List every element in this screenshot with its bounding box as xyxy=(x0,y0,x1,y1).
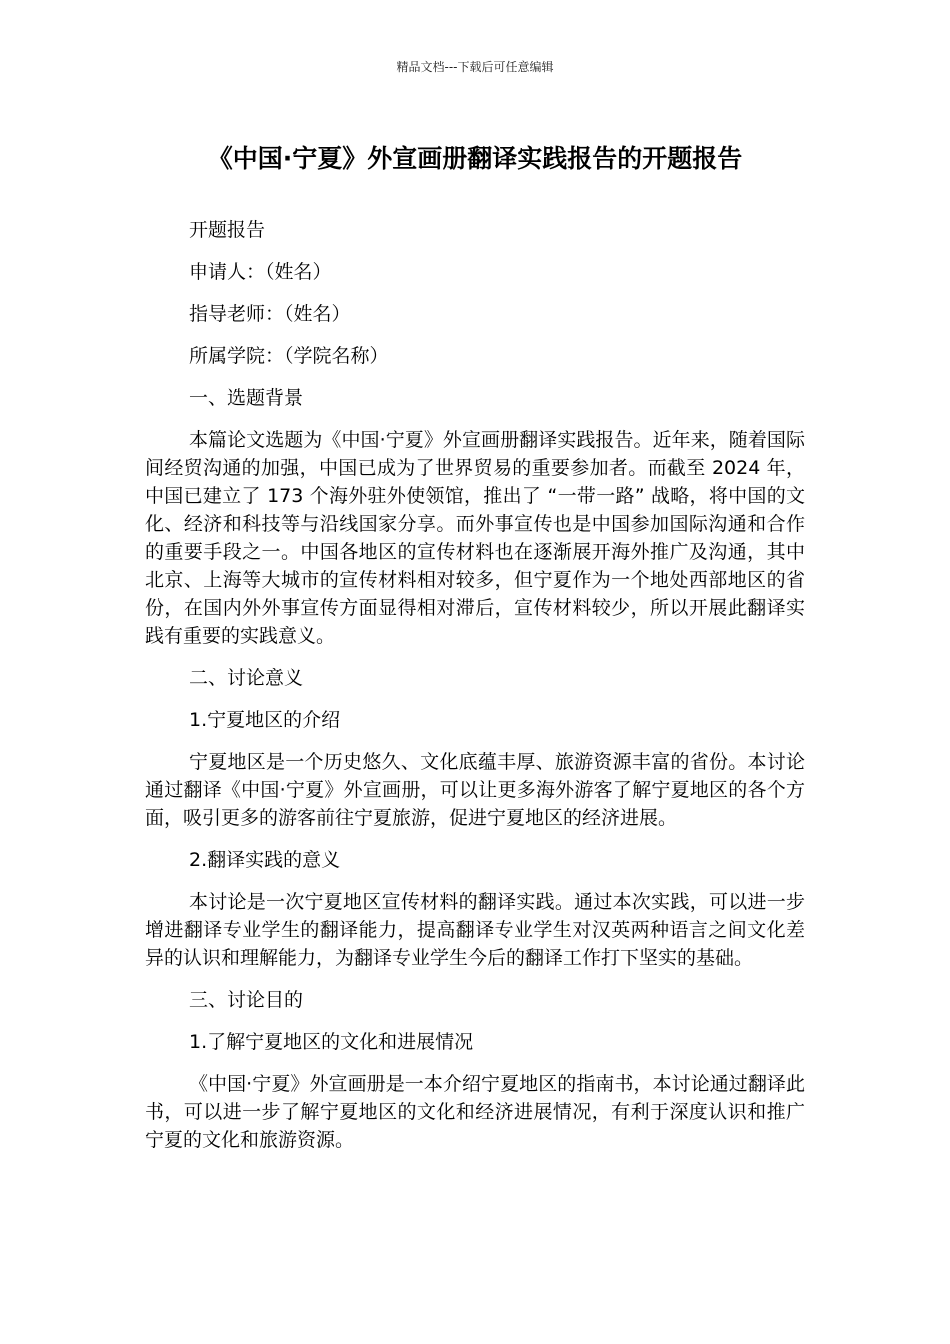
paragraph-translation-significance: 本讨论是一次宁夏地区宣传材料的翻译实践。通过本次实践，可以进一步增进翻译专业学生的翻译能力，提高翻译专业学生对汉英两种语言之间文化差异的认识和理解能力，为翻译专业学生今后的翻译工作打下坚实的基础。 xyxy=(145,891,805,969)
meta-college: 所属学院：（学院名称） xyxy=(189,345,389,367)
document-title: 《中国·宁夏》外宣画册翻译实践报告的开题报告 xyxy=(207,144,743,173)
subheading-ningxia-intro: 1.宁夏地区的介绍 xyxy=(189,709,341,731)
paragraph-culture-development: 《中国·宁夏》外宣画册是一本介绍宁夏地区的指南书，本讨论通过翻译此书，可以进一步了解宁夏地区的文化和经济进展情况，有利于深度认识和推广宁夏的文化和旅游资源。 xyxy=(145,1073,805,1151)
document-body xyxy=(145,216,805,1168)
paragraph-background: 本篇论文选题为《中国·宁夏》外宣画册翻译实践报告。近年来，随着国际间经贸沟通的加强，中国已成为了世界贸易的重要参加者。而截至 2024 年，中国已建立了 173 个海外驻外使领馆，推出了 “一带一路” 战略，将中国的文化、经济和科技等与沿线国家分享。而外事宣传也是中国参加国际沟通和合作的重要手段之一。中国各地区的宣传材料也在逐渐展开海外推广及沟通，其中北京、上海等大城市的宣传材料相对较多，但宁夏作为一个地处西部地区的省份，在国内外外事宣传方面显得相对滞后，宣传材料较少，所以开展此翻译实践有重要的实践意义。 xyxy=(145,429,805,647)
header-note: 精品文档---下载后可任意编辑 xyxy=(396,60,554,74)
meta-report-type: 开题报告 xyxy=(189,219,266,241)
section-heading-significance: 二、讨论意义 xyxy=(189,667,304,689)
section-heading-background: 一、选题背景 xyxy=(189,387,304,409)
subheading-translation-significance: 2.翻译实践的意义 xyxy=(189,849,341,871)
meta-advisor: 指导老师：（姓名） xyxy=(189,303,351,325)
section-heading-purpose: 三、讨论目的 xyxy=(189,989,304,1011)
subheading-culture-development: 1.了解宁夏地区的文化和进展情况 xyxy=(189,1031,474,1053)
meta-applicant: 申请人：（姓名） xyxy=(189,261,332,283)
paragraph-ningxia-intro: 宁夏地区是一个历史悠久、文化底蕴丰厚、旅游资源丰富的省份。本讨论通过翻译《中国·宁夏》外宣画册，可以让更多海外游客了解宁夏地区的各个方面，吸引更多的游客前往宁夏旅游，促进宁夏地区的经济进展。 xyxy=(145,751,805,829)
